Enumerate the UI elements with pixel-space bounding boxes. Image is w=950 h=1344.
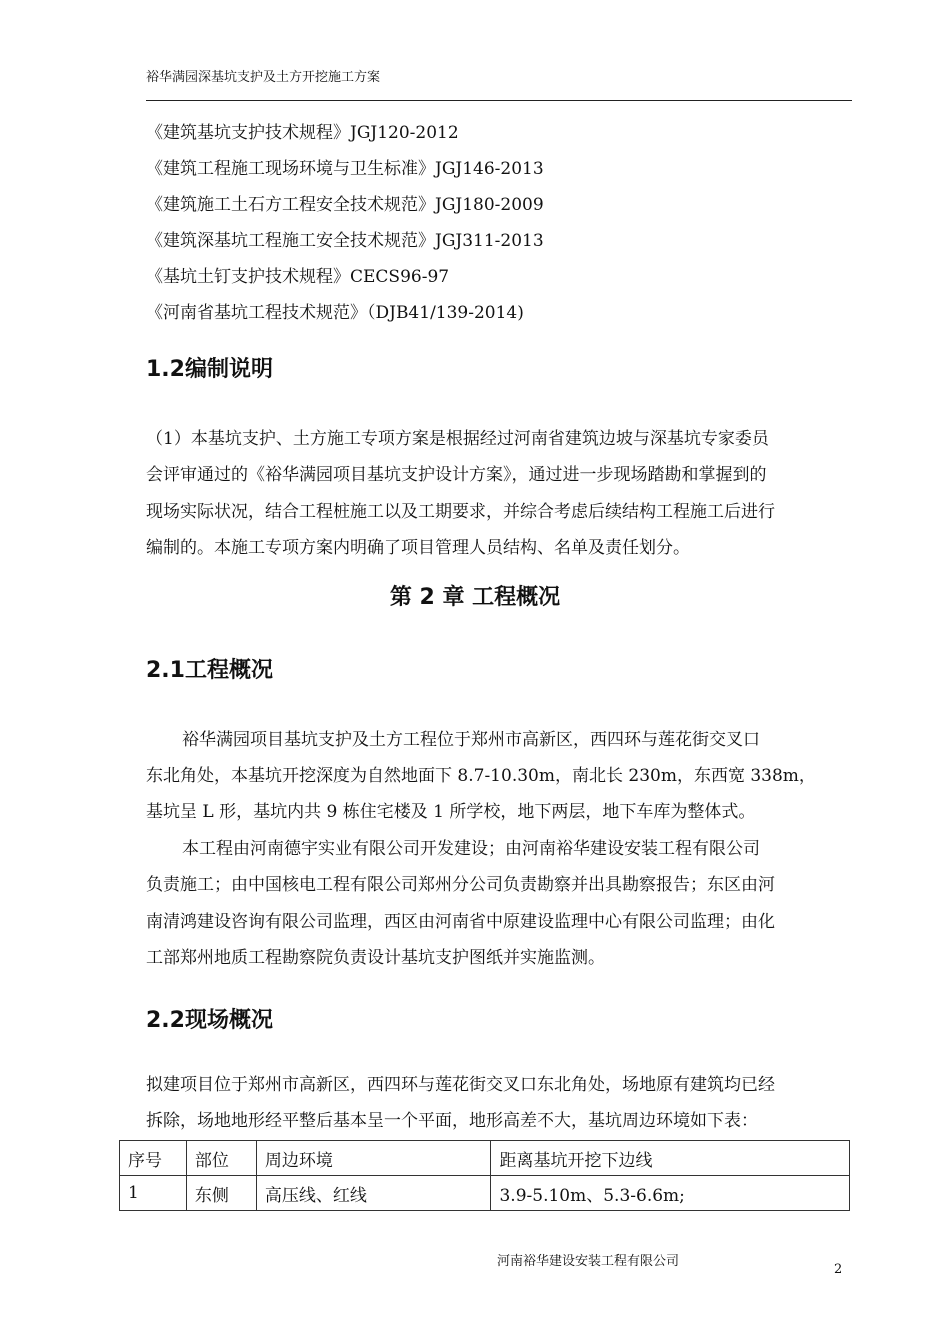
chapter-title: 第 2 章 工程概况 (389, 585, 561, 610)
paragraph-line: 本工程由河南德宇实业有限公司开发建设；由河南裕华建设安装工程有限公司 (182, 839, 760, 859)
header-rule (146, 100, 852, 101)
paragraph-line: 会评审通过的《裕华满园项目基坑支护设计方案》，通过进一步现场踏勘和掌握到的 (146, 465, 767, 485)
table-row (120, 1176, 850, 1211)
table-header-cell: 周边环境 (256, 1141, 491, 1176)
paragraph-line: 东北角处，本基坑开挖深度为自然地面下 8.7-10.30m，南北长 230m，东西宽 338m， (146, 766, 816, 786)
running-header: 裕华满园深基坑支护及土方开挖施工方案 (146, 70, 381, 85)
table-cell: 高压线、红线 (256, 1176, 491, 1211)
paragraph-line: 南清鸿建设咨询有限公司监理，西区由河南省中原建设监理中心有限公司监理；由化 (146, 912, 775, 932)
table-cell: 东侧 (186, 1176, 256, 1211)
reference-item: 《建筑基坑支护技术规程》JGJ120-2012 (146, 123, 459, 143)
footer-company: 河南裕华建设安装工程有限公司 (497, 1254, 680, 1269)
reference-item: 《建筑深基坑工程施工安全技术规范》JGJ311-2013 (146, 231, 544, 251)
paragraph-line: 负责施工；由中国核电工程有限公司郑州分公司负责勘察并出具勘察报告；东区由河 (146, 875, 775, 895)
table-cell: 3.9-5.10m、5.3-6.6m; (491, 1176, 850, 1211)
paragraph-line: 现场实际状况，结合工程桩施工以及工期要求，并综合考虑后续结构工程施工后进行 (146, 502, 775, 522)
section-heading-2-1: 2.1工程概况 (146, 658, 273, 683)
page-number: 2 (834, 1262, 843, 1277)
table-cell: 1 (120, 1176, 187, 1211)
reference-item: 《建筑施工土石方工程安全技术规范》JGJ180-2009 (146, 195, 544, 215)
paragraph-line: 工部郑州地质工程勘察院负责设计基坑支护图纸并实施监测。 (146, 948, 605, 968)
table-header-cell: 部位 (186, 1141, 256, 1176)
paragraph-line: 编制的。本施工专项方案内明确了项目管理人员结构、名单及责任划分。 (146, 538, 690, 558)
paragraph-line: 裕华满园项目基坑支护及土方工程位于郑州市高新区，西四环与莲花街交叉口 (182, 730, 760, 750)
reference-item: 《河南省基坑工程技术规范》（DJB41/139-2014) (146, 303, 524, 323)
section-heading-1-2: 1.2编制说明 (146, 357, 273, 382)
paragraph-line: 拆除，场地地形经平整后基本呈一个平面，地形高差不大，基坑周边环境如下表： (146, 1111, 758, 1131)
section-heading-2-2: 2.2现场概况 (146, 1008, 273, 1033)
paragraph-line: （1）本基坑支护、土方施工专项方案是根据经过河南省建筑边坡与深基坑专家委员 (146, 429, 769, 449)
reference-item: 《基坑土钉支护技术规程》CECS96-97 (146, 267, 450, 287)
paragraph-line: 拟建项目位于郑州市高新区，西四环与莲花街交叉口东北角处，场地原有建筑均已经 (146, 1075, 775, 1095)
paragraph-line: 基坑呈 L 形，基坑内共 9 栋住宅楼及 1 所学校，地下两层，地下车库为整体式。 (146, 802, 756, 822)
table-header-row (120, 1141, 850, 1176)
table-header-cell: 序号 (120, 1141, 187, 1176)
reference-item: 《建筑工程施工现场环境与卫生标准》JGJ146-2013 (146, 159, 544, 179)
surroundings-table (119, 1140, 850, 1211)
table-header-cell: 距离基坑开挖下边线 (491, 1141, 850, 1176)
